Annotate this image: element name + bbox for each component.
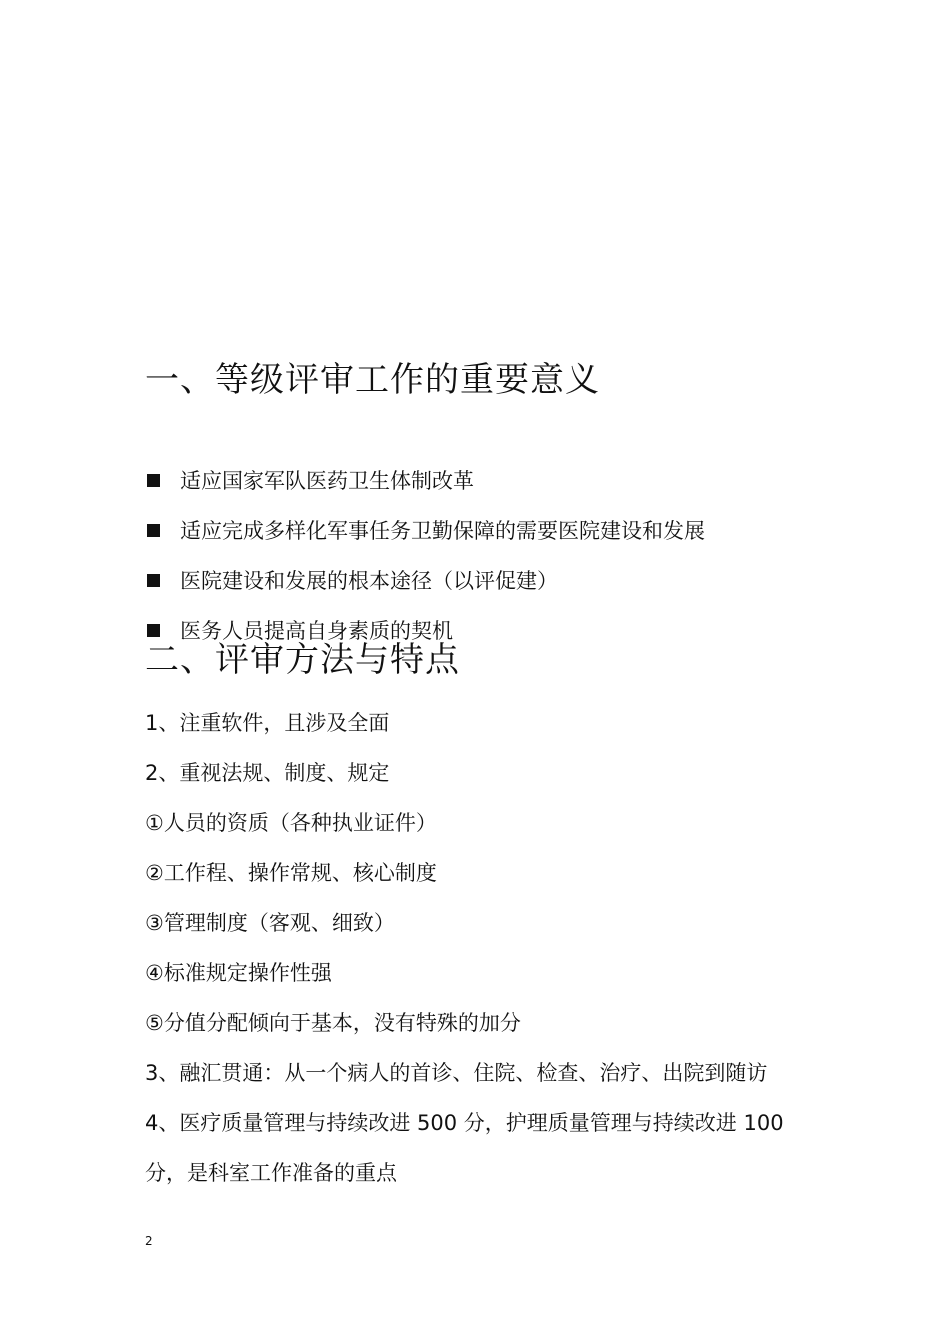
bullet-item: [145, 555, 705, 605]
methods-list: [145, 697, 815, 1197]
page-number: 2: [145, 1234, 153, 1248]
bullet-list: [145, 455, 705, 655]
bullet-item: [145, 505, 705, 555]
text-line: 4、医疗质量管理与持续改进 500 分，护理质量管理与持续改进 100: [145, 1111, 784, 1135]
square-bullet-icon: [147, 474, 160, 487]
section-heading-significance: 一、等级评审工作的重要意义: [145, 360, 600, 400]
text-line: 分，是科室工作准备的重点: [145, 1161, 397, 1185]
text-line: 3、融汇贯通：从一个病人的首诊、住院、检查、治疗、出院到随访: [145, 1061, 768, 1085]
bullet-item: [145, 455, 705, 505]
section-heading-methods: 二、评审方法与特点: [145, 640, 460, 680]
text-line: ⑤分值分配倾向于基本，没有特殊的加分: [145, 1011, 521, 1035]
square-bullet-icon: [147, 624, 160, 637]
text-line: ①人员的资质（各种执业证件）: [145, 811, 437, 835]
bullet-text: 适应国家军队医药卫生体制改革: [180, 469, 474, 493]
text-line: 1、注重软件，且涉及全面: [145, 711, 390, 735]
bullet-text: 适应完成多样化军事任务卫勤保障的需要医院建设和发展: [180, 519, 705, 543]
bullet-text: 医务人员提高自身素质的契机: [180, 619, 453, 643]
text-line: 2、重视法规、制度、规定: [145, 761, 390, 785]
square-bullet-icon: [147, 574, 160, 587]
text-line: ④标准规定操作性强: [145, 961, 332, 985]
text-line: ②工作程、操作常规、核心制度: [145, 861, 437, 885]
square-bullet-icon: [147, 524, 160, 537]
bullet-text: 医院建设和发展的根本途径（以评促建）: [180, 569, 558, 593]
text-line: ③管理制度（客观、细致）: [145, 911, 395, 935]
